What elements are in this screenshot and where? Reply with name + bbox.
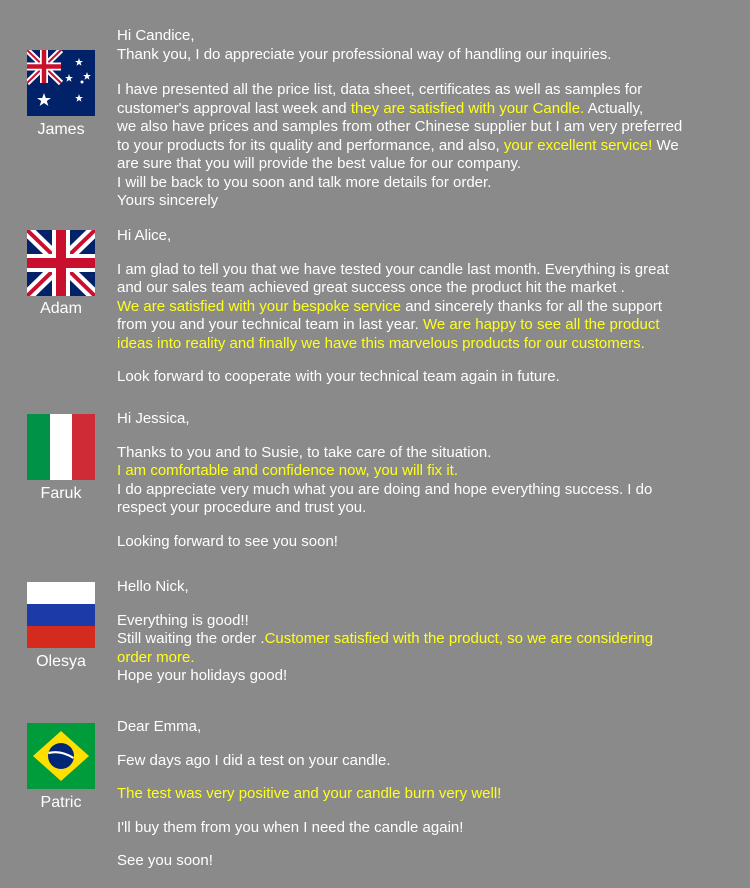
message-line: I am glad to tell you that we have tested your candle last month. Everything is great — [117, 260, 669, 278]
message-line: See you soon! — [117, 852, 213, 869]
message-line: I will be back to you soon and talk more details for order. — [117, 173, 492, 191]
message-line: Few days ago I did a test on your candle. — [117, 751, 391, 769]
highlighted-text: your excellent service! — [503, 136, 653, 154]
message-line: Thank you, I do appreciate your professional way of handling our inquiries. — [117, 45, 612, 63]
message-line: Everything is good!! — [117, 611, 249, 629]
reviewer-name: Faruk — [40, 485, 82, 502]
highlighted-text: they are satisfied with your Candle. — [350, 99, 585, 117]
message-line: and our sales team achieved great success once the product hit the market . — [117, 279, 625, 296]
message-line: respect your procedure and trust you. — [117, 499, 367, 516]
russia-flag-icon — [27, 582, 95, 648]
highlighted-text: The test was very positive and your candle burn very well! — [117, 785, 502, 802]
signoff: Yours sincerely — [117, 192, 219, 209]
message-line: I do appreciate very much what you are doing and hope everything success. I do — [117, 480, 653, 498]
united-kingdom-flag-icon — [27, 230, 95, 296]
message-line: Hope your holidays good! — [117, 667, 288, 684]
highlighted-text: order more. — [117, 648, 195, 666]
testimonial-message — [117, 718, 727, 871]
reviewer-name: Olesya — [36, 653, 86, 670]
highlighted-text: We are happy to see all the product — [422, 316, 660, 333]
message-line: I'll buy them from you when I need the candle again! — [117, 818, 464, 836]
reviewer-name: Adam — [40, 300, 82, 317]
message-line: Still waiting the order .Customer satisfied with the product, so we are considering — [117, 630, 654, 647]
message-line: Thanks to you and to Susie, to take care of the situation. — [117, 443, 492, 461]
greeting: Hi Candice, — [117, 27, 195, 44]
australia-flag-icon — [27, 50, 95, 116]
highlighted-text: ideas into reality and finally we have this marvelous products for our customers. — [117, 334, 645, 352]
brazil-flag-icon — [27, 723, 95, 789]
testimonial-message — [117, 578, 727, 686]
message-line: to your products for its quality and performance, and also, your excellent service! We — [117, 136, 679, 154]
message-line: are sure that you will provide the best value for our company. — [117, 155, 522, 172]
message-line: Looking forward to see you soon! — [117, 532, 338, 550]
testimonial-message — [117, 227, 727, 387]
highlighted-text: I am comfortable and confidence now, you will fix it. — [117, 462, 459, 479]
italy-flag-icon — [27, 414, 95, 480]
message-line: we also have prices and samples from other Chinese supplier but I am very preferred — [117, 118, 683, 135]
testimonial-message — [117, 410, 727, 551]
greeting: Hi Alice, — [117, 227, 172, 244]
message-line: We are satisfied with your bespoke service and sincerely thanks for all the support — [117, 297, 663, 315]
testimonial-message — [117, 27, 727, 211]
message-line: I have presented all the price list, data sheet, certificates as well as samples for — [117, 81, 643, 98]
highlighted-text: Customer satisfied with the product, so we are considering — [264, 630, 654, 647]
message-line: customer's approval last week and they are satisfied with your Candle. Actually, — [117, 99, 644, 117]
highlighted-text: We are satisfied with your bespoke service — [117, 297, 402, 315]
message-line: Look forward to cooperate with your technical team again in future. — [117, 368, 560, 385]
message-line: from you and your technical team in last year. We are happy to see all the product — [117, 316, 660, 333]
greeting: Hi Jessica, — [117, 410, 190, 427]
greeting: Dear Emma, — [117, 718, 202, 735]
reviewer-name: Patric — [40, 794, 82, 811]
reviewer-name: James — [37, 121, 85, 138]
greeting: Hello Nick, — [117, 578, 189, 595]
